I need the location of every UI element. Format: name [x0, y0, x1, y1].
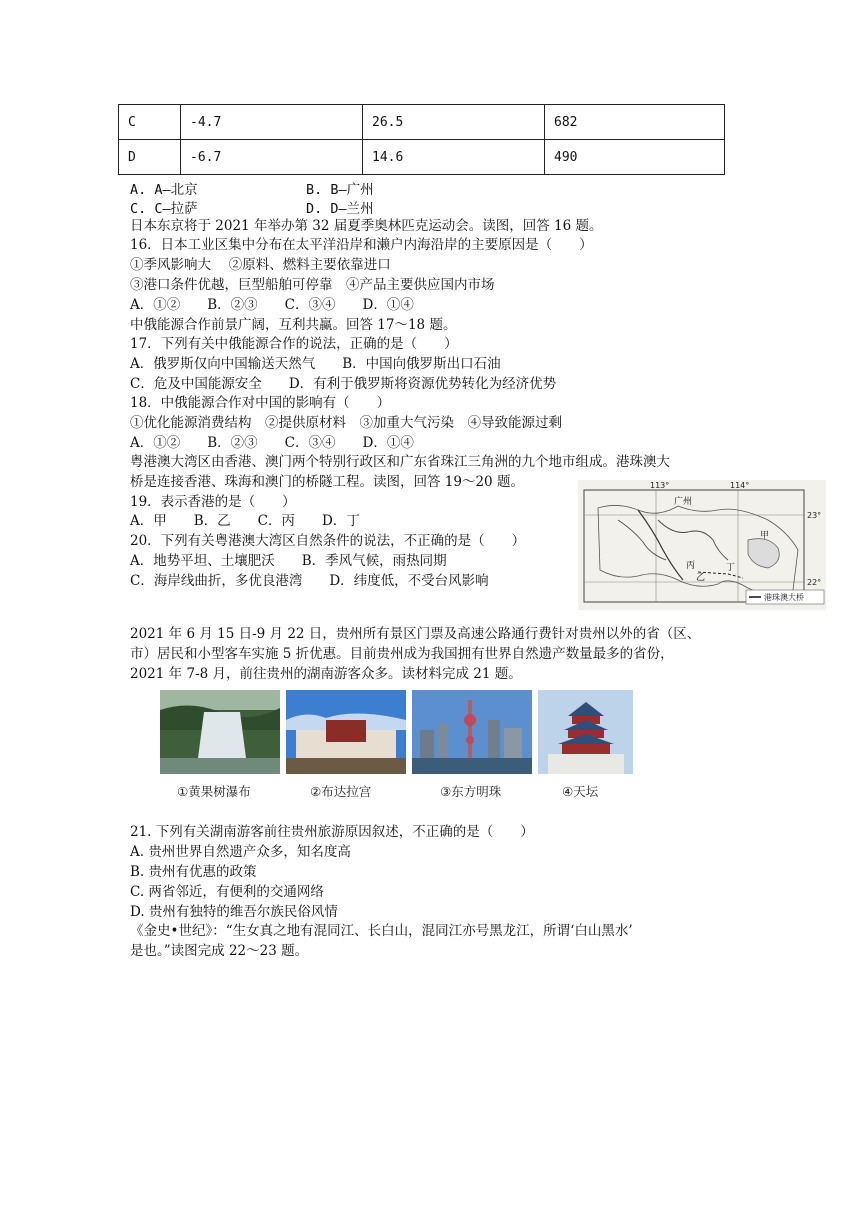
intro-q21-line1: 2021 年 6 月 15 日-9 月 22 日，贵州所有景区门票及高速公路通行费针对贵州以外的省（区、: [130, 626, 701, 642]
q21-option-d: D. 贵州有独特的维吾尔族民俗风情: [130, 904, 338, 920]
q16-stem: 16．日本工业区集中分布在太平洋沿岸和濑户内海沿岸的主要原因是（ ）: [130, 237, 593, 253]
lat-label-22: 22°: [807, 578, 822, 587]
q18-stem: 18．中俄能源合作对中国的影响有（ ）: [130, 395, 391, 411]
q15-option-a: A. A—北京: [130, 182, 198, 198]
lat-label-23: 23°: [807, 511, 822, 520]
lon-label-114: 114°: [730, 481, 750, 490]
q15-option-d: D. D—兰州: [306, 201, 374, 217]
intro-q21-line3: 2021 年 7-8 月，前往贵州的湖南游客众多。读材料完成 21 题。: [130, 666, 522, 682]
q18-statements: ①优化能源消费结构 ②提供原材料 ③加重大气污染 ④导致能源过剩: [130, 415, 562, 431]
table-cell: 14.6: [363, 140, 545, 175]
map-label-bing: 丙: [686, 561, 696, 571]
intro-q19-line1: 粤港澳大湾区由香港、澳门两个特别行政区和广东省珠江三角洲的九个地市组成。港珠澳大: [130, 454, 670, 470]
intro-q16: 日本东京将于 2021 年举办第 32 届夏季奥林匹克运动会。读图，回答 16 题。: [130, 218, 603, 234]
intro-q17: 中俄能源合作前景广阔，互利共赢。回答 17～18 题。: [130, 317, 457, 333]
q15-option-c: C. C—拉萨: [130, 201, 198, 217]
q16-statements-2: ③港口条件优越，巨型船舶可停靠 ④产品主要供应国内市场: [130, 277, 495, 293]
waterfall-photo: [160, 690, 280, 774]
q21-option-a: A. 贵州世界自然遗产众多，知名度高: [130, 844, 351, 860]
q17-options-ab: A．俄罗斯仅向中国输送天然气 B．中国向俄罗斯出口石油: [130, 356, 501, 372]
table-cell: 490: [545, 140, 725, 175]
q21-option-c: C. 两省邻近，有便利的交通网络: [130, 884, 324, 900]
map-label-jia: 甲: [760, 531, 770, 541]
photo-caption: ③东方明珠: [440, 784, 502, 799]
lon-label-113: 113°: [650, 481, 670, 490]
table-row: [119, 140, 725, 175]
map-label-yi: 乙: [696, 573, 706, 583]
q21-option-b: B. 贵州有优惠的政策: [130, 864, 257, 880]
q17-stem: 17．下列有关中俄能源合作的说法，正确的是（ ）: [130, 336, 458, 352]
table-cell: 26.5: [363, 105, 545, 140]
climate-data-table: [118, 104, 725, 175]
intro-q19-line2: 桥是连接香港、珠海和澳门的桥隧工程。读图，回答 19～20 题。: [130, 474, 524, 490]
table-cell: 682: [545, 105, 725, 140]
map-label-ding: 丁: [726, 563, 736, 573]
table-cell: D: [119, 140, 181, 175]
intro-q22-line2: 是也。”读图完成 22～23 题。: [130, 943, 309, 959]
q20-stem: 20．下列有关粤港澳大湾区自然条件的说法，不正确的是（ ）: [130, 533, 526, 549]
photo-caption: ①黄果树瀑布: [177, 784, 251, 799]
oriental-pearl-photo: [412, 690, 532, 774]
table-cell: C: [119, 105, 181, 140]
intro-q22-line1: 《金史•世纪》：“生女真之地有混同江、长白山，混同江亦号黑龙江，所谓‘白山黑水’: [130, 923, 633, 939]
greater-bay-area-map: [578, 480, 826, 610]
q16-options: A．①② B．②③ C．③④ D．①④: [130, 297, 414, 313]
photo-caption: ②布达拉宫: [310, 784, 372, 799]
table-cell: -4.7: [181, 105, 363, 140]
q16-statements-1: ①季风影响大 ②原料、燃料主要依靠进口: [130, 257, 391, 273]
q18-options: A．①② B．②③ C．③④ D．①④: [130, 435, 414, 451]
city-label-guangzhou: 广州: [674, 497, 693, 507]
potala-palace-photo: [286, 690, 406, 774]
q19-stem: 19．表示香港的是（ ）: [130, 494, 296, 510]
q20-options-cd: C．海岸线曲折，多优良港湾 D．纬度低，不受台风影响: [130, 573, 489, 589]
photo-caption: ④天坛: [562, 784, 599, 799]
intro-q21-line2: 市）居民和小型客车实施 5 折优惠。目前贵州成为我国拥有世界自然遗产数量最多的省份，: [130, 646, 674, 662]
q20-options-ab: A．地势平坦、土壤肥沃 B．季风气候，雨热同期: [130, 553, 447, 569]
temple-of-heaven-photo: [538, 690, 633, 774]
q17-options-cd: C．危及中国能源安全 D．有利于俄罗斯将资源优势转化为经济优势: [130, 376, 557, 392]
q15-option-b: B. B—广州: [306, 182, 374, 198]
table-cell: -6.7: [181, 140, 363, 175]
q19-options: A．甲 B．乙 C．丙 D．丁: [130, 513, 360, 529]
legend-label: 港珠澳大桥: [764, 593, 804, 602]
q21-stem: 21. 下列有关湖南游客前往贵州旅游原因叙述，不正确的是（ ）: [130, 824, 534, 840]
table-row: [119, 105, 725, 140]
